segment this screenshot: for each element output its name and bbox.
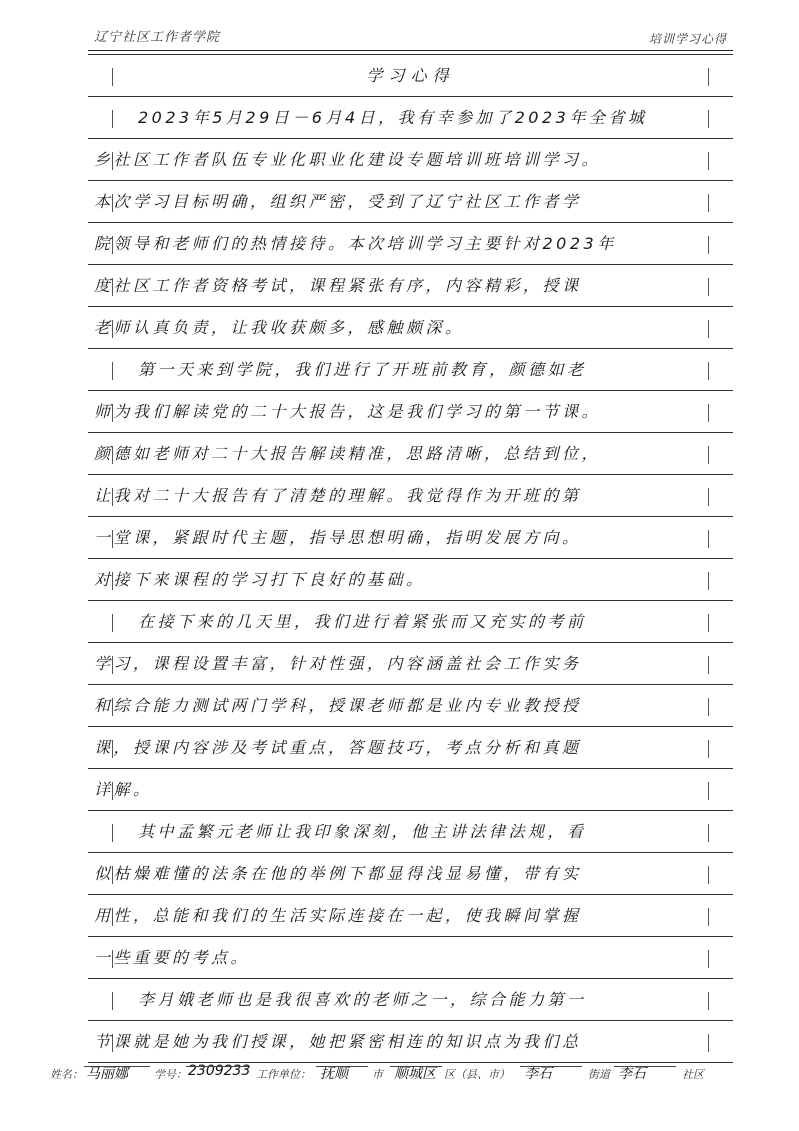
essay-line: 乡社区工作者队伍专业化职业化建设专题培训班培训学习。	[94, 150, 602, 169]
essay-line: 师为我们解读党的二十大报告，这是我们学习的第一节课。	[94, 402, 602, 421]
essay-line: 对接下来课程的学习打下良好的基础。	[94, 570, 426, 589]
district-value: 顺城区	[394, 1066, 436, 1082]
essay-line: 本次学习目标明确，组织严密，受到了辽宁社区工作者学	[94, 192, 582, 211]
essay-line: 学习，课程设置丰富，针对性强，内容涵盖社会工作实务	[94, 654, 582, 673]
district-underline	[390, 1066, 442, 1067]
ruled-line	[88, 642, 733, 643]
right-margin-mark	[708, 68, 709, 86]
footer-info	[50, 1063, 750, 1086]
street-label: 街道	[588, 1068, 610, 1081]
community-label: 社区	[682, 1068, 704, 1081]
essay-line: 和综合能力测试两门学科，授课老师都是业内专业教授授	[94, 696, 582, 715]
left-margin-mark	[112, 68, 113, 86]
city-label: 市	[372, 1068, 383, 1081]
ruled-line	[88, 54, 733, 55]
ruled-line	[88, 558, 733, 559]
header-org: 辽宁社区工作者学院	[94, 30, 221, 45]
ruled-line	[88, 138, 733, 139]
header-doc-type: 培训学习心得	[648, 32, 727, 46]
ruled-line	[88, 684, 733, 685]
ruled-line	[88, 894, 733, 895]
city-underline	[316, 1066, 368, 1067]
essay-line: 其中孟繁元老师让我印象深刻，他主讲法律法规，看	[138, 822, 587, 841]
district-label: 区（县、市）	[444, 1068, 510, 1081]
ruled-line	[88, 1020, 733, 1021]
ruled-line	[88, 474, 733, 475]
street-value: 李石	[524, 1066, 552, 1082]
city-value: 抚顺	[320, 1066, 348, 1082]
essay-line: 院领导和老师们的热情接待。本次培训学习主要针对2023年	[94, 234, 617, 253]
community-value: 李石	[618, 1066, 646, 1082]
essay-title: 学习心得	[366, 66, 455, 85]
ruled-line	[88, 264, 733, 265]
name-underline	[84, 1066, 150, 1067]
name-value: 马丽娜	[86, 1066, 128, 1082]
essay-line: 让我对二十大报告有了清楚的理解。我觉得作为开班的第	[94, 486, 582, 505]
essay-line: 一堂课，紧跟时代主题，指导思想明确，指明发展方向。	[94, 528, 582, 547]
ruled-line	[88, 600, 733, 601]
id-label: 学号：	[154, 1068, 187, 1081]
essay-line: 老师认真负责，让我收获颇多，感触颇深。	[94, 318, 465, 337]
essay-line: 似枯燥难懂的法条在他的举例下都显得浅显易懂，带有实	[94, 864, 582, 883]
ruled-line	[88, 432, 733, 433]
ruled-line	[88, 180, 733, 181]
essay-line: 李月娥老师也是我很喜欢的老师之一，综合能力第一	[138, 990, 587, 1009]
essay-line: 2023年5月29日－6月4日，我有幸参加了2023年全省城	[138, 108, 648, 127]
ruled-line	[88, 348, 733, 349]
essay-line: 用性，总能和我们的生活实际连接在一起，使我瞬间掌握	[94, 906, 582, 925]
street-underline	[520, 1066, 582, 1067]
name-label: 姓名：	[50, 1068, 83, 1081]
id-value: 2309233	[188, 1063, 251, 1079]
ruled-line	[88, 978, 733, 979]
essay-line: 度社区工作者资格考试，课程紧张有序，内容精彩，授课	[94, 276, 582, 295]
community-underline	[614, 1066, 676, 1067]
writing-sheet	[88, 54, 733, 1064]
ruled-line	[88, 96, 733, 97]
essay-line: 第一天来到学院，我们进行了开班前教育，颜德如老	[138, 360, 587, 379]
ruled-line	[88, 222, 733, 223]
essay-line: 颜德如老师对二十大报告解读精准，思路清晰，总结到位，	[94, 444, 602, 463]
essay-line: 详解。	[94, 780, 153, 799]
ruled-line	[88, 810, 733, 811]
header-rule	[88, 50, 733, 51]
ruled-line	[88, 726, 733, 727]
ruled-line	[88, 516, 733, 517]
ruled-line	[88, 768, 733, 769]
ruled-line	[88, 390, 733, 391]
essay-line: 在接下来的几天里，我们进行着紧张而又充实的考前	[138, 612, 587, 631]
ruled-line	[88, 852, 733, 853]
essay-line: 节课就是她为我们授课，她把紧密相连的知识点为我们总	[94, 1032, 582, 1051]
ruled-line	[88, 306, 733, 307]
essay-line: 一些重要的考点。	[94, 948, 251, 967]
ruled-line	[88, 936, 733, 937]
id-underline	[186, 1066, 250, 1067]
essay-line: 课，授课内容涉及考试重点，答题技巧，考点分析和真题	[94, 738, 582, 757]
unit-label: 工作单位：	[256, 1068, 311, 1081]
